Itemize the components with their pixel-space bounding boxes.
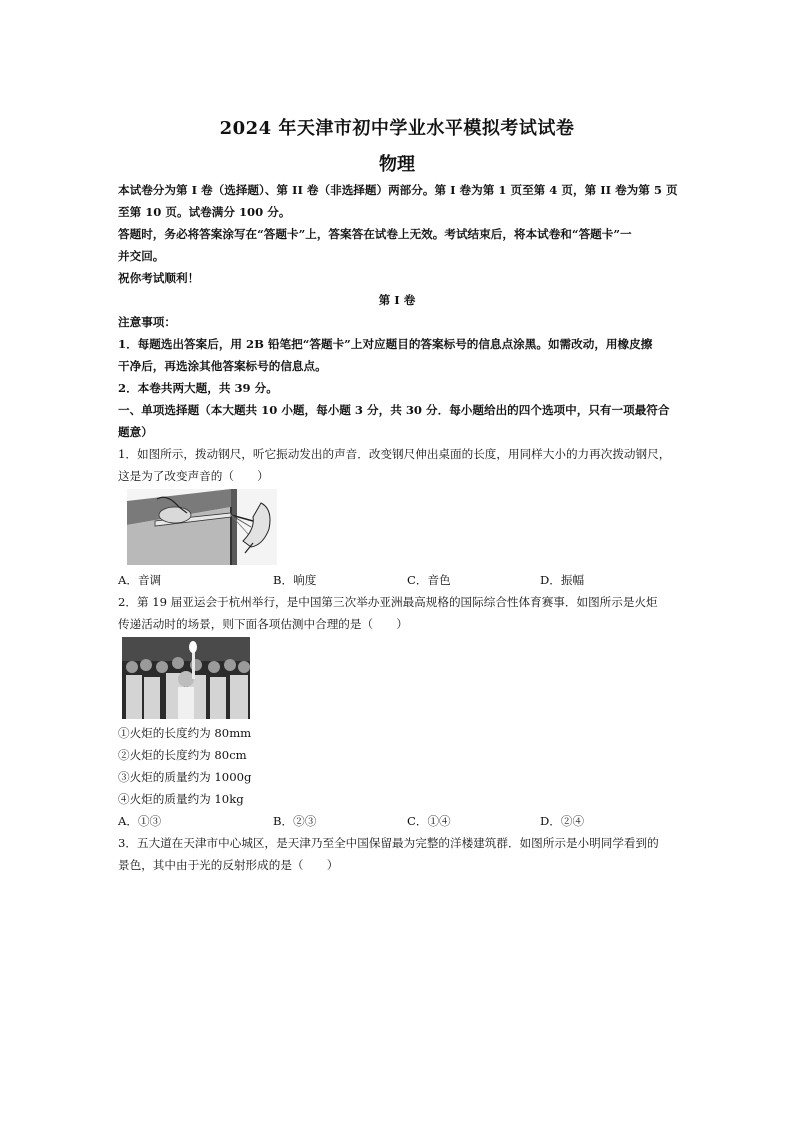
question-2-option-c: C．①④ (407, 814, 451, 828)
question-2-statement: ①火炬的长度约为 80mm (118, 726, 252, 740)
section-heading: 第 I 卷 (378, 293, 416, 307)
question-3-stem: 景色，其中由于光的反射形成的是（ ） (118, 858, 339, 872)
notice-line: 2．本卷共两大题，共 39 分。 (118, 381, 278, 395)
part-heading: 题意） (118, 425, 153, 439)
question-2-option-a: A．①③ (118, 814, 162, 828)
intro-line: 答题时，务必将答案涂写在“答题卡”上，答案答在试卷上无效。考试结束后，将本试卷和“答题卡”一 (118, 227, 632, 241)
question-1-option-c: C．音色 (407, 573, 451, 587)
part-heading: 一、单项选择题（本大题共 10 小题，每小题 3 分，共 30 分．每小题给出的四个选项中，只有一项最符合 (118, 403, 670, 417)
question-2-option-b: B．②③ (273, 814, 317, 828)
exam-title: 2024 年天津市初中学业水平模拟考试试卷 (219, 118, 575, 139)
question-2-stem: 传递活动时的场景，则下面各项估测中合理的是（ ） (118, 617, 408, 631)
question-1-option-a: A．音调 (118, 573, 162, 587)
question-2-stem: 2．第 19 届亚运会于杭州举行，是中国第三次举办亚洲最高规格的国际综合性体育赛事．如图所示是火炬 (118, 595, 658, 609)
question-1-option-b: B．响度 (273, 573, 317, 587)
question-2-option-d: D．②④ (540, 814, 585, 828)
notice-title: 注意事项： (118, 315, 176, 329)
notice-line: 干净后，再选涂其他答案标号的信息点。 (118, 359, 327, 373)
steel-ruler-figure (127, 489, 277, 565)
question-1-stem: 这是为了改变声音的（ ） (118, 469, 269, 483)
question-1-option-d: D．振幅 (540, 573, 585, 587)
intro-line: 本试卷分为第 I 卷（选择题）、第 II 卷（非选择题）两部分。第 I 卷为第 1 页至第 4 页，第 II 卷为第 5 页 (118, 183, 678, 197)
torch-relay-photo (122, 637, 250, 719)
question-3-stem: 3．五大道在天津市中心城区，是天津乃至全中国保留最为完整的洋楼建筑群．如图所示是小明同学看到的 (118, 836, 659, 850)
notice-line: 1．每题选出答案后，用 2B 铅笔把“答题卡”上对应题目的答案标号的信息点涂黑。如需改动，用橡皮擦 (118, 337, 653, 351)
question-1-stem: 1．如图所示，拨动钢尺，听它振动发出的声音．改变钢尺伸出桌面的长度，用同样大小的力再次拨动钢尺， (118, 447, 671, 461)
question-2-statement: ④火炬的质量约为 10kg (118, 792, 244, 806)
intro-line: 祝你考试顺利！ (118, 271, 200, 285)
exam-subject: 物理 (379, 154, 415, 175)
intro-line: 并交回。 (118, 249, 165, 263)
intro-line: 至第 10 页。试卷满分 100 分。 (118, 205, 291, 219)
question-2-statement: ②火炬的长度约为 80cm (118, 748, 247, 762)
question-2-statement: ③火炬的质量约为 1000g (118, 770, 252, 784)
